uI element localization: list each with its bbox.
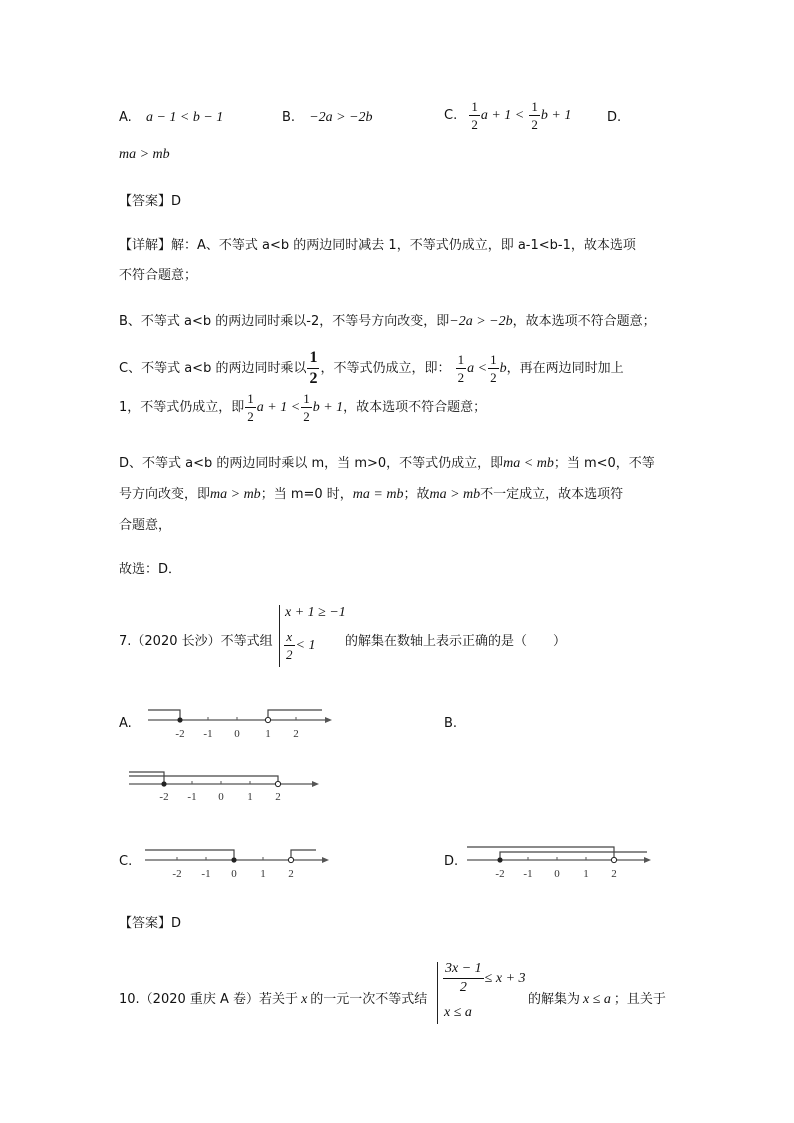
q10-ineq1-rel: ≤ x + 3 [484,971,526,986]
option-c [444,100,571,131]
conclusion: 故选：D． [119,562,182,577]
detail-c2-frac1: $\frac{1}{2}$ [247,391,254,424]
option-c-frac2: $\frac{1}{2}$ [531,99,538,132]
number-line-a [140,700,340,748]
detail-d2-math2: ma = mb [352,487,404,502]
tick-label: 1 [583,868,589,880]
tick-label: -2 [175,728,185,740]
detail-d2-math3: ma > mb [429,487,481,502]
detail-b [119,310,656,330]
option-c-mid: a + 1 < [480,108,525,123]
q10-ineq2: x ≤ a [444,1005,472,1020]
detail-a-line1 [119,234,636,253]
q10-post-math: x ≤ a [583,992,611,1007]
tick-label: 0 [554,868,560,880]
detail-d2-mid2: ；故 [403,487,430,502]
detail-d1-pre: D、不等式 a<b 的两边同时乘以 m，当 m>0，不等式仍成立，即 [119,456,504,471]
q10-mid: 的一元一次不等式结 [310,992,428,1007]
q10-ineq1-frac: $\frac{3x - 1}{2}$ [445,961,482,995]
option-b-label: B. [282,110,296,125]
q7-ineq2 [283,630,315,661]
option-d-expr: ma > mb [119,147,170,162]
detail-c-post: ，再在两边同时加上 [506,361,624,376]
detail-a-line2: 不符合题意； [119,268,198,283]
detail-d-line3: 合题意， [119,518,172,533]
q10-post-pre: 的解集为 [528,992,581,1007]
tick-label: 0 [218,791,224,803]
tick-label: 2 [275,791,281,803]
detail-c2-math-b: b + 1 [312,400,344,415]
detail-b-post: ，故本选项不符合题意； [512,314,656,329]
tick-label: -2 [172,868,182,880]
option-a [119,110,223,126]
tick-label: -2 [495,868,505,880]
q7-option-d-label: D. [444,854,459,869]
q10-var: x [301,992,308,1007]
detail-heading: 【详解】 [119,238,172,253]
detail-c-mid: ，不等式仍成立，即： [320,361,451,376]
tick-label: -1 [187,791,197,803]
option-a-label: A. [119,110,132,125]
option-b-expr: −2a > −2b [309,110,373,125]
answer-q6: 【答案】D [119,194,182,209]
detail-d1-post: ；当 m<0，不等 [553,456,655,471]
tick-label: -1 [203,728,213,740]
tick-label: 0 [231,868,237,880]
detail-c2-frac2: $\frac{1}{2}$ [303,391,310,424]
detail-c2-pre: 1，不等式仍成立，即 [119,400,245,415]
tick-label: 2 [293,728,299,740]
q10-prefix: 10.（2020 重庆 A 卷）若关于 [119,992,299,1007]
detail-d-line2 [119,483,623,503]
option-a-expr: a − 1 < b − 1 [145,110,224,125]
detail-b-pre: B、不等式 a<b 的两边同时乘以-2，不等号方向改变，即 [119,314,450,329]
option-c-frac1: $\frac{1}{2}$ [471,99,478,132]
detail-d-line1 [119,452,655,472]
detail-c2-post: ，故本选项不符合题意； [343,400,487,415]
detail-c-math-a: a < [467,361,488,376]
detail-d2-math1: ma > mb [210,487,261,502]
tick-label: -2 [159,791,169,803]
detail-c-line2 [119,392,486,423]
tick-label: 0 [234,728,240,740]
detail-d2-mid1: ；当 m=0 时， [260,487,353,502]
number-line-c [140,840,340,886]
detail-d2-pre: 号方向改变，即 [119,487,211,502]
q10-post [528,988,666,1008]
answer-q7: 【答案】D [119,916,182,931]
detail-c-frac2: $\frac{1}{2}$ [490,352,497,385]
q7-suffix: 的解集在数轴上表示正确的是（ ） [345,634,567,649]
q7-prefix: 7.（2020 长沙）不等式组 [119,634,273,649]
tick-label: 2 [288,868,294,880]
detail-c-frac1: $\frac{1}{2}$ [457,352,465,385]
tick-label: 1 [247,791,253,803]
q7-option-c-label: C. [119,854,133,869]
tick-label: -1 [201,868,211,880]
q10-ineq1 [442,962,526,995]
number-line-b [124,764,324,808]
option-d-label: D. [607,110,622,125]
tick-label: -1 [523,868,533,880]
q10-post-end: ；且关于 [613,992,666,1007]
q10-brace [437,962,438,1024]
detail-b-math: −2a > −2b [449,314,513,329]
detail-c-bold-frac: $\frac{1}{2}$ [309,349,318,387]
tick-label: 1 [260,868,266,880]
tick-label: 1 [265,728,271,740]
option-c-label: C. [444,108,458,123]
q7-ineq2-rel: < 1 [295,638,316,653]
q7-ineq2-frac: $\frac{x}{2}$ [286,629,293,662]
detail-c2-math-a: a + 1 < [256,400,301,415]
option-c-end: b + 1 [540,108,572,123]
detail-a-text: 解：A、不等式 a<b 的两边同时减去 1，不等式仍成立，即 a-1<b-1，故本选项 [171,238,636,253]
q7-option-a-label: A. [119,716,132,731]
q7-option-b-label: B. [444,716,458,731]
q10-line [119,988,427,1008]
detail-d2-post: 不一定成立，故本选项符 [480,487,624,502]
detail-c-line1 [119,350,624,387]
detail-c-pre: C、不等式 a<b 的两边同时乘以 [119,361,307,376]
q7-brace [279,605,280,667]
detail-c-math-b: b [499,361,507,376]
option-b [282,110,373,126]
number-line-d [462,838,662,888]
q7-ineq1: x + 1 ≥ −1 [285,605,346,620]
tick-label: 2 [611,868,617,880]
detail-d1-math: ma < mb [503,456,554,471]
